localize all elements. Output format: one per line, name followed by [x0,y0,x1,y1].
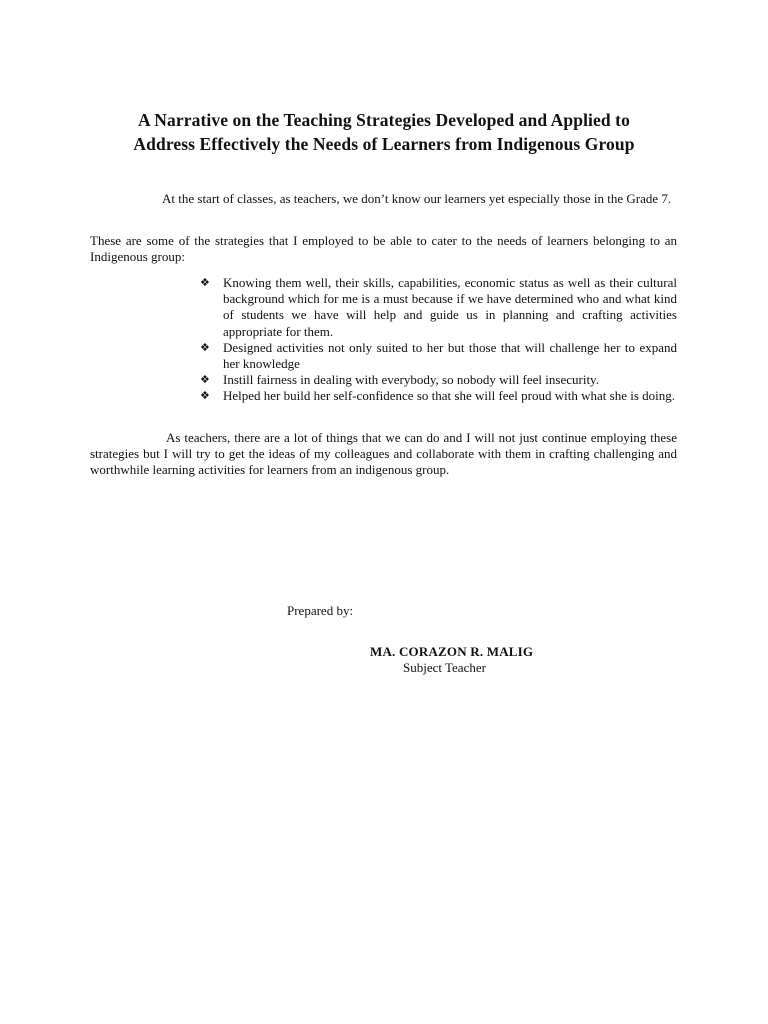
prepared-by-label: Prepared by: [287,603,354,618]
diamond-bullet-icon: ❖ [200,389,210,403]
list-item-text: Designed activities not only suited to her but those that will challenge her to expand her knowledge [223,339,677,372]
list-item [200,275,677,340]
list-item [200,372,677,388]
signer-name: MA. CORAZON R. MALIG [370,644,534,659]
list-item [200,388,677,404]
list-item-text: Instill fairness in dealing with everybody, so nobody will feel insecurity. [223,372,599,388]
strategies-list [200,275,677,405]
intro-paragraph: At the start of classes, as teachers, we don’t know our learners yet especially those in the Grade 7. [162,191,672,206]
title-line-2: Address Effectively the Needs of Learners from Indigenous Group [133,134,635,154]
diamond-bullet-icon: ❖ [200,373,210,387]
signer-role: Subject Teacher [403,660,486,675]
diamond-bullet-icon: ❖ [200,276,210,289]
title-line-1: A Narrative on the Teaching Strategies Developed and Applied to [138,110,630,130]
strategies-intro-paragraph: These are some of the strategies that I employed to be able to cater to the needs of learners belonging to an Indigenous group: [90,233,677,265]
document-title [60,108,708,156]
list-item-text: Knowing them well, their skills, capabilities, economic status as well as their cultural background which for me is a must because if we have determined who and what kind of students we have will help and guide us in planning and crafting activities appropriate for them. [223,275,677,339]
list-item-text: Helped her build her self-confidence so that she will feel proud with what she is doing. [223,388,675,404]
list-item [200,340,677,372]
diamond-bullet-icon: ❖ [200,340,210,354]
closing-paragraph: As teachers, there are a lot of things that we can do and I will not just continue employing these strategies but I will try to get the ideas of my colleagues and collaborate with them in crafting challenging and worthwhile learning activities for learners from an indigenous group. [90,430,677,478]
